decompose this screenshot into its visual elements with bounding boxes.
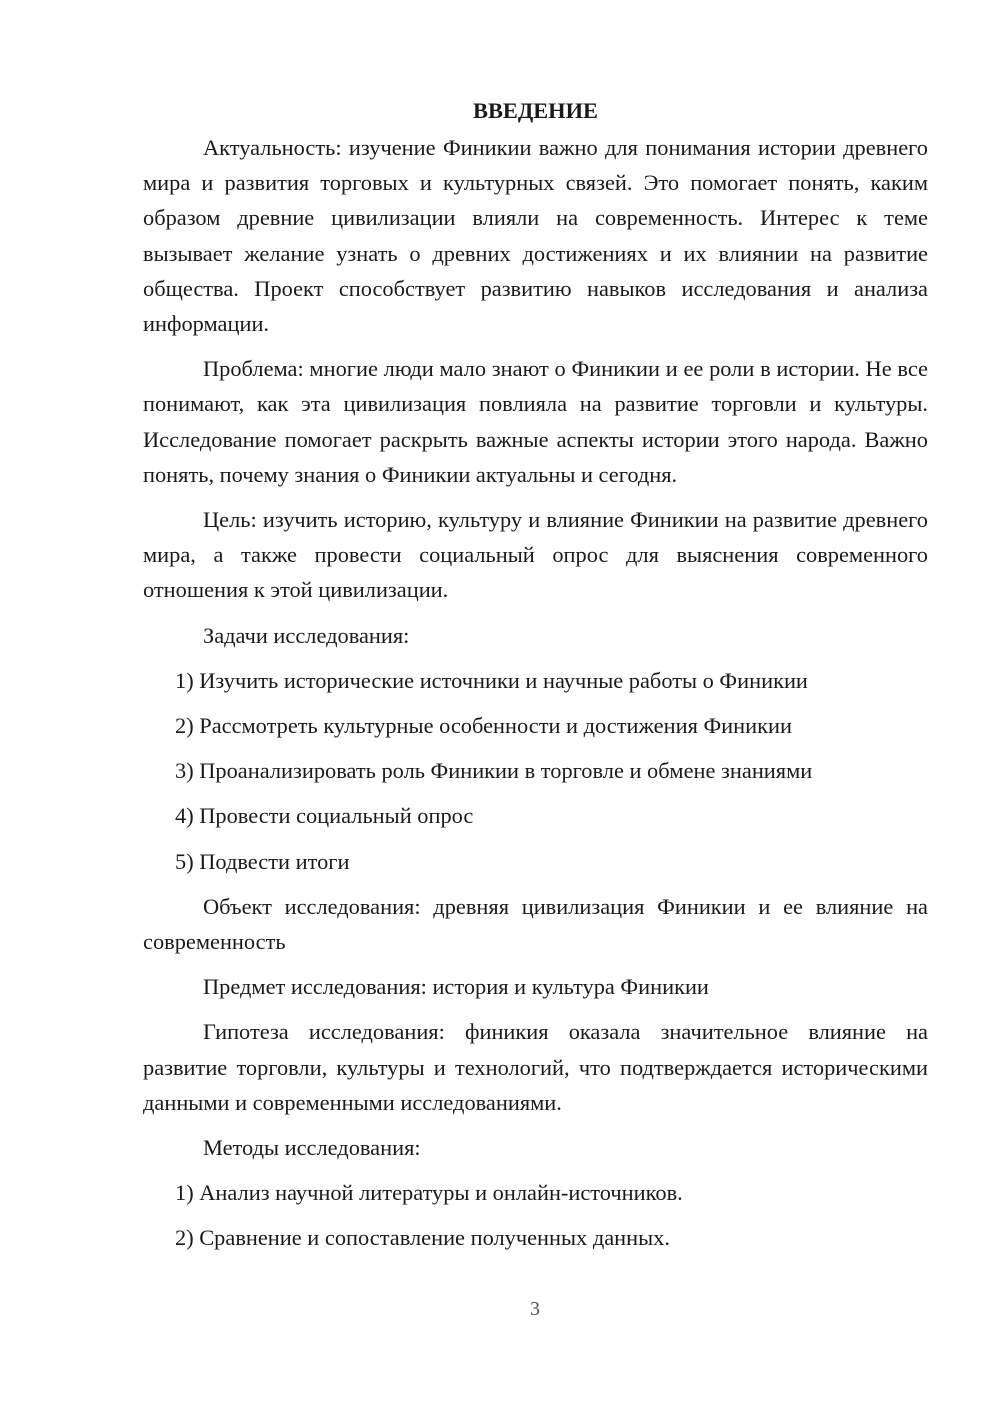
paragraph-problem: Проблема: многие люди мало знают о Финикии и ее роли в истории. Не все понимают, как эта цивилизация повлияла на развитие торговли и культуры. Исследование помогает раскрыть важные аспекты истории этого народа. Важно понять, почему знания о Финикии актуальны и сегодня. bbox=[143, 356, 928, 487]
tasks-list bbox=[143, 663, 928, 879]
list-item: 4) Провести социальный опрос bbox=[175, 803, 474, 829]
tasks-heading: Задачи исследования: bbox=[203, 622, 410, 648]
methods-heading: Методы исследования: bbox=[203, 1135, 421, 1161]
paragraph-object: Объект исследования: древняя цивилизация Финикии и ее влияние на современность bbox=[143, 893, 928, 955]
paragraph-relevance: Актуальность: изучение Финикии важно для понимания истории древнего мира и развития торговых и культурных связей. Это помогает понять, каким образом древние цивилизации влияли на современность. Интерес к теме вызывает желание узнать о древних достижениях и их влиянии на развитие общества. Проект способствует развитию навыков исследования и анализа информации. bbox=[143, 135, 928, 337]
list-item: 1) Анализ научной литературы и онлайн-источников. bbox=[175, 1180, 683, 1206]
list-item: 5) Подвести итоги bbox=[175, 848, 350, 874]
paragraph-goal: Цель: изучить историю, культуру и влияние Финикии на развитие древнего мира, а также провести социальный опрос для выяснения современного отношения к этой цивилизации. bbox=[143, 507, 928, 603]
paragraph-hypothesis: Гипотеза исследования: финикия оказала значительное влияние на развитие торговли, культуры и технологий, что подтверждается историческими данными и современными исследованиями. bbox=[143, 1019, 928, 1115]
list-item: 2) Сравнение и сопоставление полученных данных. bbox=[175, 1225, 670, 1251]
list-item: 3) Проанализировать роль Финикии в торговле и обмене знаниями bbox=[175, 758, 813, 784]
paragraph-subject: Предмет исследования: история и культура Финикии bbox=[203, 974, 709, 1000]
list-item: 2) Рассмотреть культурные особенности и достижения Финикии bbox=[175, 713, 792, 739]
page-number: 3 bbox=[530, 1298, 540, 1320]
methods-list bbox=[143, 1175, 928, 1255]
list-item: 1) Изучить исторические источники и научные работы о Финикии bbox=[175, 667, 808, 693]
page-title: ВВЕДЕНИЕ bbox=[473, 98, 598, 123]
document-page bbox=[143, 93, 928, 1266]
